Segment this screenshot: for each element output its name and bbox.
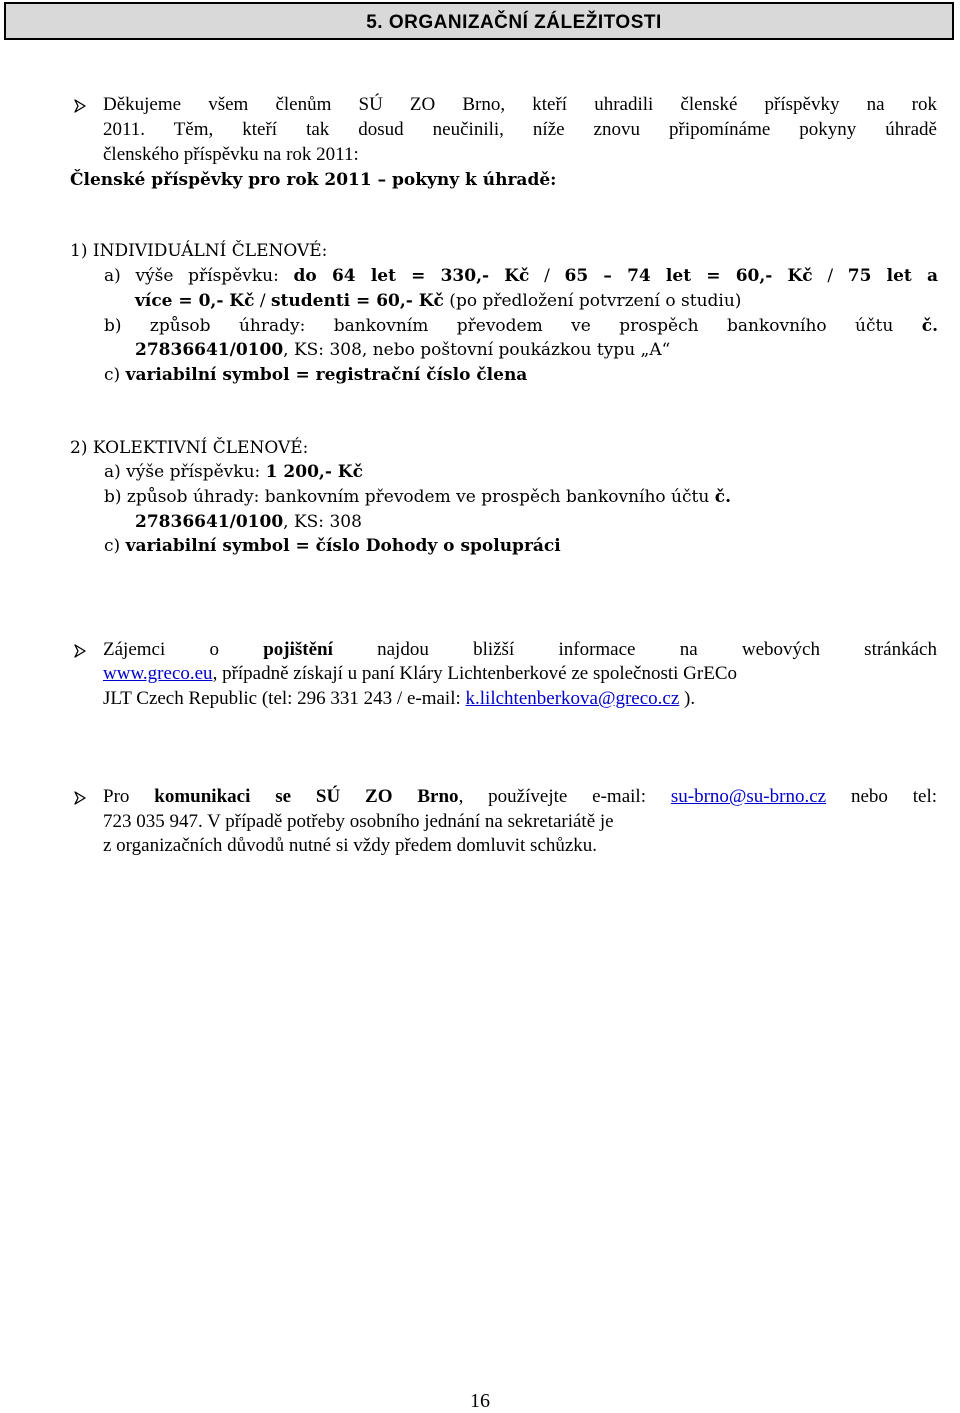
collective-a-line: a) výše příspěvku: 1 200,- Kč <box>104 462 363 482</box>
page-number: 16 <box>470 1390 490 1412</box>
section-title: 5. ORGANIZAČNÍ ZÁLEŽITOSTI <box>366 12 662 33</box>
contact-line-3: z organizačních důvodů nutné si vždy předem domluvit schůzku. <box>103 835 598 856</box>
section-header <box>4 2 954 40</box>
greco-website-link[interactable]: www.greco.eu <box>103 663 213 684</box>
contact-line-1: Pro komunikaci se SÚ ZO Brno, používejte e-mail: su-brno@su-brno.cz nebo tel: <box>103 786 938 807</box>
individual-c-line: c) variabilní symbol = registrační číslo člena <box>104 365 528 385</box>
intro-line-2: 2011. Těm, kteří tak dosud neučinili, níže znovu připomínáme pokyny úhradě <box>103 119 937 140</box>
individual-a-line-1: a) výše příspěvku: do 64 let = 330,- Kč / 65 – 74 let = 60,- Kč / 75 let a <box>104 266 938 286</box>
insurance-line-3: JLT Czech Republic (tel: 296 331 243 / e-mail: k.lilchtenberkova@greco.cz ). <box>103 688 696 709</box>
intro-line-3: členského příspěvku na rok 2011: <box>103 144 359 165</box>
fees-heading: Členské příspěvky pro rok 2011 – pokyny k úhradě: <box>70 170 557 190</box>
individual-title: 1) INDIVIDUÁLNÍ ČLENOVÉ: <box>70 241 328 261</box>
collective-b-line-1: b) způsob úhrady: bankovním převodem ve prospěch bankovního účtu č. <box>104 487 731 507</box>
arrow-bullet-icon <box>74 644 86 658</box>
arrow-bullet-icon <box>74 99 86 113</box>
collective-c-line: c) variabilní symbol = číslo Dohody o spolupráci <box>104 536 561 556</box>
insurance-line-2: www.greco.eu, případně získají u paní Kláry Lichtenberkové ze společnosti GrECo <box>103 663 738 684</box>
arrow-bullet-icon <box>74 791 86 805</box>
insurance-email-link[interactable]: k.lilchtenberkova@greco.cz <box>465 688 680 709</box>
collective-title: 2) KOLEKTIVNÍ ČLENOVÉ: <box>70 438 309 458</box>
individual-b-line-1: b) způsob úhrady: bankovním převodem ve prospěch bankovního účtu č. <box>104 316 938 336</box>
intro-line-1: Děkujeme všem členům SÚ ZO Brno, kteří uhradili členské příspěvky na rok <box>103 94 937 115</box>
collective-b-line-2: 27836641/0100, KS: 308 <box>135 512 362 532</box>
individual-b-line-2: 27836641/0100, KS: 308, nebo poštovní poukázkou typu „A“ <box>135 340 671 360</box>
contact-line-2: 723 035 947. V případě potřeby osobního jednání na sekretariátě je <box>103 811 614 832</box>
contact-email-link[interactable]: su-brno@su-brno.cz <box>670 786 827 807</box>
individual-a-line-2: více = 0,- Kč / studenti = 60,- Kč (po předložení potvrzení o studiu) <box>135 291 742 311</box>
insurance-line-1: Zájemci o pojištění najdou bližší informace na webových stránkách <box>103 639 937 660</box>
